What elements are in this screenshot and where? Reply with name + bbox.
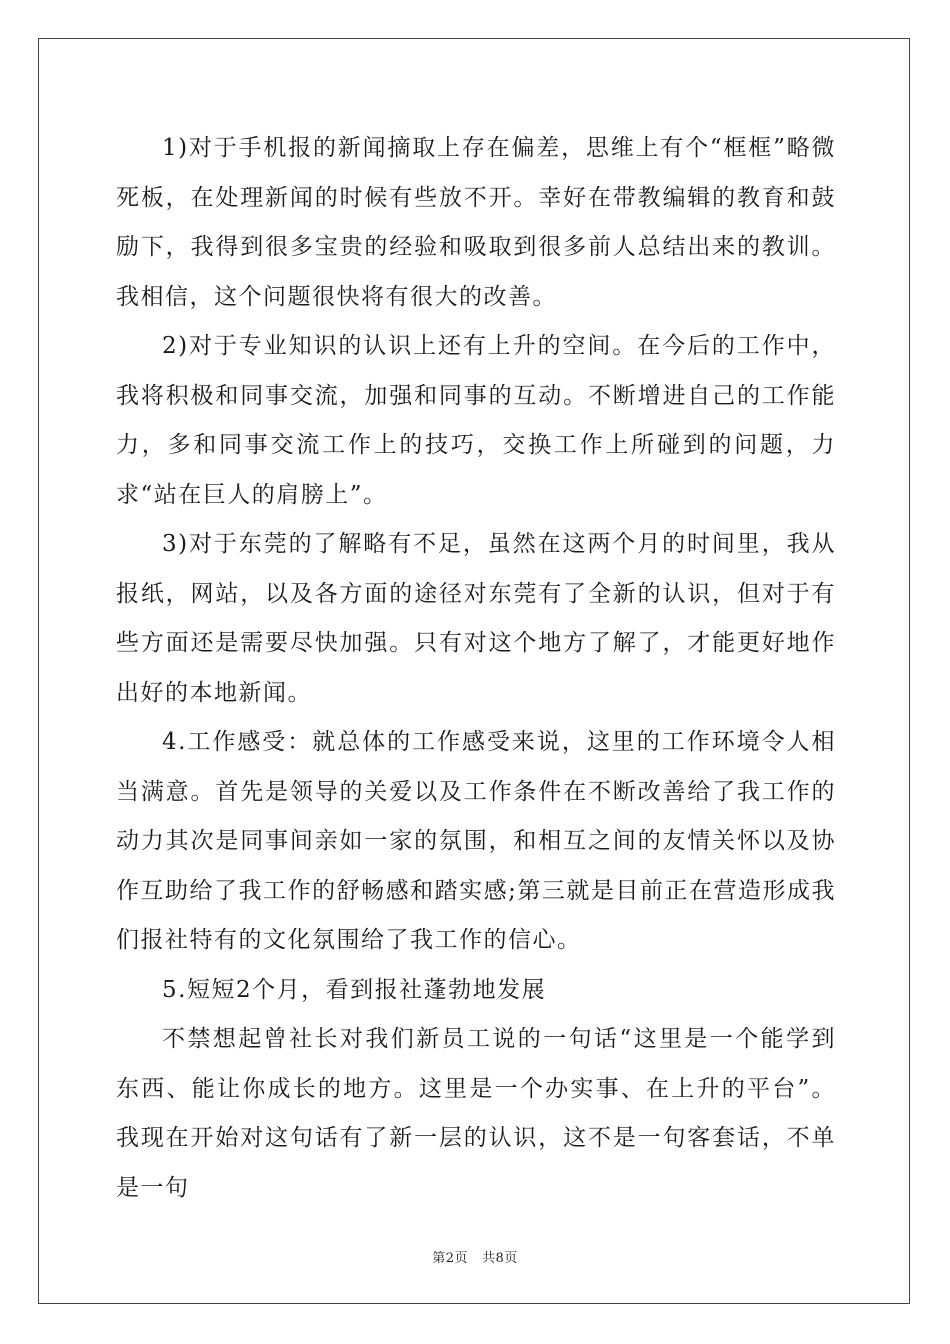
page-number: 第2页: [432, 1251, 469, 1266]
paragraph-5: 5.短短2个月，看到报社蓬勃地发展: [162, 976, 547, 1003]
paragraph-2: 2)对于专业知识的认识上还有上升的空间。在今后的工作中，我将积极和同事交流，加强和同事的互动。不断增进自己的工作能力，多和同事交流工作上的技巧，交换工作上所碰到的问题，力求“站在巨人的肩膀上”。: [116, 333, 836, 508]
document-body: [116, 124, 836, 1213]
paragraph-4: 4.工作感受：就总体的工作感受来说，这里的工作环境令人相当满意。首先是领导的关爱以及工作条件在不断改善给了我工作的动力其次是同事间亲如一家的氛围，和相互之间的友情关怀以及协作互助给了我工作的舒畅感和踏实感;第三就是目前正在营造形成我们报社特有的文化氛围给了我工作的信心。: [116, 729, 836, 953]
paragraph-1: 1)对于手机报的新闻摘取上存在偏差，思维上有个“框框”略微死板，在处理新闻的时候有些放不开。幸好在带教编辑的教育和鼓励下，我得到很多宝贵的经验和吸取到很多前人总结出来的教训。我相信，这个问题很快将有很大的改善。: [116, 135, 836, 310]
page-footer: [0, 1247, 950, 1266]
footer-spacer: [468, 1251, 482, 1266]
paragraph-6: 不禁想起曾社长对我们新员工说的一句话“这里是一个能学到东西、能让你成长的地方。这里是一个办实事、在上升的平台”。我现在开始对这句话有了新一层的认识，这不是一句客套话，不单是一句: [116, 1026, 836, 1201]
page-total: 共8页: [481, 1251, 518, 1266]
paragraph-3: 3)对于东莞的了解略有不足，虽然在这两个月的时间里，我从报纸，网站，以及各方面的途径对东莞有了全新的认识，但对于有些方面还是需要尽快加强。只有对这个地方了解了，才能更好地作出好的本地新闻。: [116, 531, 836, 706]
